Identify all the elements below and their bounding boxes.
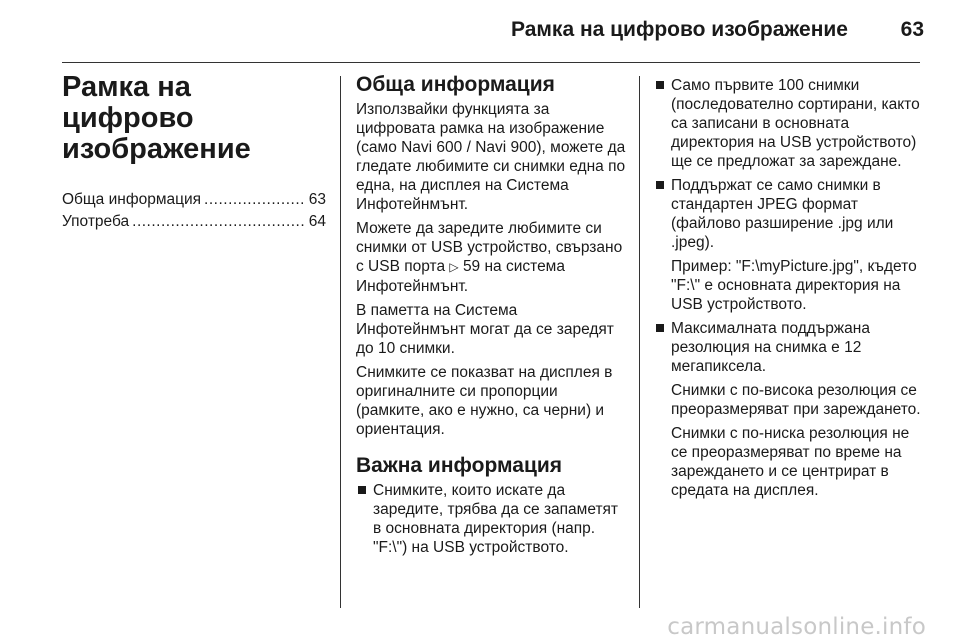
paragraph: Използвайки функцията за цифровата рамка на изображение (само Navi 600 / Navi 900), можете да гледате любимите си снимки една по една, на дисплея на Система Инфотейнмънт. (356, 101, 626, 213)
header-divider (62, 62, 920, 63)
bullet-square-icon (656, 324, 664, 332)
page-ref-arrow-icon: ▷ (449, 260, 459, 274)
column-general (356, 72, 628, 562)
toc-item-label: Употреба (62, 213, 130, 230)
running-title: Рамка на цифрово изображение (510, 18, 848, 41)
page-ref-number[interactable]: 59 (462, 258, 481, 275)
list-item-text: Само първите 100 снимки (последователно сортирани, както са записани в основната директория на USB устройството) ще се предложат за зареждане. (671, 77, 920, 170)
bullet-list (654, 76, 926, 500)
list-item-text: Максималната поддържана резолюция на снимка е 12 мегапиксела. (671, 320, 870, 375)
bullet-list (356, 481, 628, 557)
paragraph: В паметта на Система Инфотейнмънт могат да се заредят до 10 снимки. (356, 302, 614, 357)
text: на система Инфотейнмънт. (356, 258, 565, 295)
list-item (654, 76, 926, 171)
toc-leader-dots (204, 189, 306, 211)
column-divider-2 (639, 76, 640, 608)
section-heading-important: Важна информация (356, 454, 563, 477)
list-item-text: Пример: "F:\myPicture.jpg", където "F:\" е основната директория на USB устройството. (671, 258, 917, 313)
column-important-cont (654, 76, 926, 505)
column-chapter (62, 72, 326, 233)
list-item (356, 481, 628, 557)
list-item (654, 176, 926, 314)
toc-item-usage[interactable] (62, 211, 326, 233)
chapter-title-line-2: изображение (62, 133, 251, 165)
list-item-text: Поддържат се само снимки в стандартен JPEG формат (файлово разширение .jpg или .jpeg). (671, 177, 894, 251)
list-item-text: Снимките, които искате да заредите, трябва да се запаметят в основната директория (напр. "F:\") на USB устройството. (373, 482, 619, 556)
chapter-title (62, 72, 326, 165)
column-divider-1 (340, 76, 341, 608)
list-item (654, 319, 926, 500)
toc-item-label: Обща информация (62, 191, 202, 208)
bullet-square-icon (656, 81, 664, 89)
bullet-square-icon (656, 181, 664, 189)
watermark: carmanualsonline.info (667, 614, 926, 640)
list-item-text: Снимки с по-висока резолюция се преоразмеряват при зареждането. (671, 382, 921, 418)
toc-leader-dots (132, 211, 306, 233)
section-heading-general: Обща информация (356, 73, 555, 96)
chapter-title-line-1: Рамка на цифрово (62, 71, 194, 134)
page-number: 63 (900, 18, 924, 41)
toc-item-page: 64 (308, 213, 326, 230)
paragraph-with-ref (356, 219, 628, 296)
paragraph: Снимките се показват на дисплея в оригиналните си пропорции (рамките, ако е нужно, са черни) и ориентация. (356, 364, 613, 438)
page-header (0, 14, 960, 54)
text: Можете да заредите любимите си снимки от USB устройство, свързано с USB порта (356, 220, 623, 275)
list-item-text: Снимки с по-ниска резолюция не се преоразмеряват по време на зареждането и се центрират в средата на дисплея. (671, 425, 910, 499)
toc-item-page: 63 (308, 191, 326, 208)
table-of-contents (62, 189, 326, 233)
bullet-square-icon (358, 486, 366, 494)
toc-item-general[interactable] (62, 189, 326, 211)
